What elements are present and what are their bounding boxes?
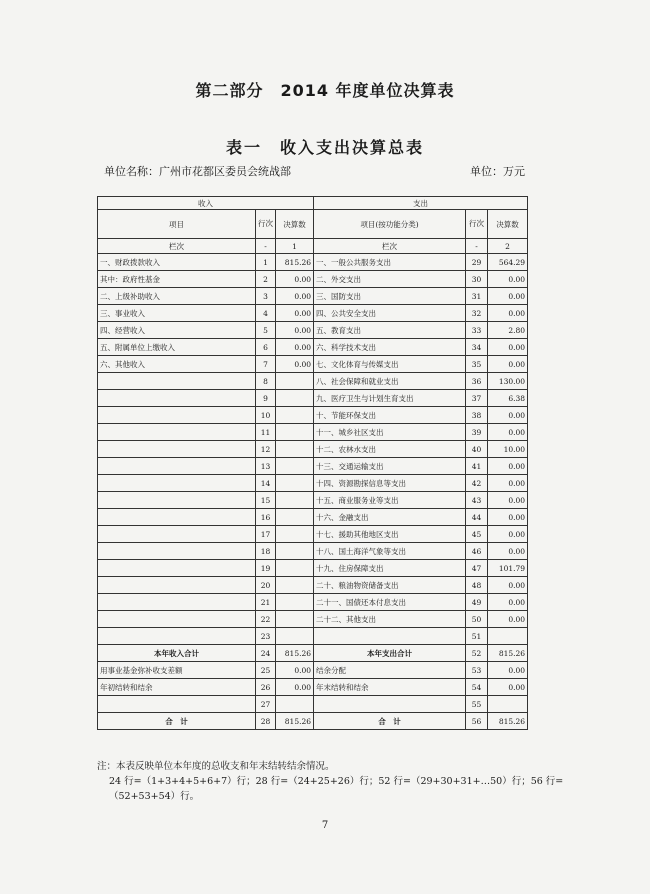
expense-row-number: 44 xyxy=(466,509,488,526)
income-amount: 815.26 xyxy=(276,254,314,271)
column-dash: - xyxy=(256,239,276,254)
column-label: 栏次 xyxy=(98,239,256,254)
column-label: 栏次 xyxy=(314,239,466,254)
expense-row-number: 36 xyxy=(466,373,488,390)
note-line: 24 行=（1+3+4+5+6+7）行；28 行=（24+25+26）行；52 行=（29+30+31+…50）行；56 行= xyxy=(109,776,564,787)
expense-amount: 815.26 xyxy=(488,713,528,730)
expense-amount: 564.29 xyxy=(488,254,528,271)
income-row-number: 20 xyxy=(256,577,276,594)
income-amount: 0.00 xyxy=(276,356,314,373)
table-row xyxy=(98,407,528,424)
table-row xyxy=(98,679,528,696)
expense-row-number: 56 xyxy=(466,713,488,730)
expense-header: 支出 xyxy=(314,197,528,210)
expense-amount: 0.00 xyxy=(488,543,528,560)
income-row-number: 12 xyxy=(256,441,276,458)
income-amount: 815.26 xyxy=(276,645,314,662)
income-item xyxy=(98,475,256,492)
expense-amount: 0.00 xyxy=(488,611,528,628)
currency-unit: 单位：万元 xyxy=(470,165,525,178)
income-header: 收入 xyxy=(98,197,314,210)
income-item xyxy=(98,628,256,645)
expense-amount: 0.00 xyxy=(488,271,528,288)
income-amount xyxy=(276,560,314,577)
table-row xyxy=(98,424,528,441)
expense-amount: 0.00 xyxy=(488,288,528,305)
income-row-number: 3 xyxy=(256,288,276,305)
income-item xyxy=(98,407,256,424)
page-number: 7 xyxy=(321,820,329,831)
income-row-number: 2 xyxy=(256,271,276,288)
income-row-number: 18 xyxy=(256,543,276,560)
income-row-number: 1 xyxy=(256,254,276,271)
expense-item: 结余分配 xyxy=(314,662,466,679)
income-amount xyxy=(276,526,314,543)
income-item: 三、事业收入 xyxy=(98,305,256,322)
income-item: 五、附属单位上缴收入 xyxy=(98,339,256,356)
table-row xyxy=(98,526,528,543)
expense-item: 二十一、国债还本付息支出 xyxy=(314,594,466,611)
income-item: 其中：政府性基金 xyxy=(98,271,256,288)
income-row-number: 17 xyxy=(256,526,276,543)
income-amount: 0.00 xyxy=(276,305,314,322)
income-amount xyxy=(276,441,314,458)
expense-item: 十六、金融支出 xyxy=(314,509,466,526)
expense-row-number: 33 xyxy=(466,322,488,339)
income-amount xyxy=(276,577,314,594)
expense-row-number: 52 xyxy=(466,645,488,662)
table-row xyxy=(98,441,528,458)
income-item xyxy=(98,492,256,509)
income-amount: 815.26 xyxy=(276,713,314,730)
income-rowno-header: 行次 xyxy=(256,210,276,239)
income-amount xyxy=(276,543,314,560)
income-item xyxy=(98,560,256,577)
income-amount: 0.00 xyxy=(276,339,314,356)
table-row xyxy=(98,543,528,560)
table-row xyxy=(98,305,528,322)
expense-amount: 0.00 xyxy=(488,679,528,696)
expense-amount-header: 决算数 xyxy=(488,210,528,239)
income-item: 一、财政拨款收入 xyxy=(98,254,256,271)
note-line: 注：本表反映单位本年度的总收支和年末结转结余情况。 xyxy=(97,761,335,772)
table-row xyxy=(98,322,528,339)
income-row-number: 23 xyxy=(256,628,276,645)
income-item-header: 项目 xyxy=(98,210,256,239)
income-amount xyxy=(276,492,314,509)
income-row-number: 15 xyxy=(256,492,276,509)
income-amount: 0.00 xyxy=(276,271,314,288)
table-row xyxy=(98,458,528,475)
expense-item: 十八、国土海洋气象等支出 xyxy=(314,543,466,560)
expense-row-number: 50 xyxy=(466,611,488,628)
table-title: 表一 收入支出决算总表 xyxy=(225,138,424,157)
expense-item: 四、公共安全支出 xyxy=(314,305,466,322)
expense-row-number: 41 xyxy=(466,458,488,475)
income-item: 用事业基金弥补收支差额 xyxy=(98,662,256,679)
expense-amount: 0.00 xyxy=(488,339,528,356)
expense-item: 合 计 xyxy=(314,713,466,730)
table-row xyxy=(98,373,528,390)
income-row-number: 6 xyxy=(256,339,276,356)
expense-amount: 0.00 xyxy=(488,424,528,441)
expense-row-number: 47 xyxy=(466,560,488,577)
expense-item: 十三、交通运输支出 xyxy=(314,458,466,475)
expense-row-number: 40 xyxy=(466,441,488,458)
expense-item: 十二、农林水支出 xyxy=(314,441,466,458)
column-dash: - xyxy=(466,239,488,254)
expense-amount: 0.00 xyxy=(488,492,528,509)
income-row-number: 10 xyxy=(256,407,276,424)
income-row-number: 14 xyxy=(256,475,276,492)
table-row xyxy=(98,288,528,305)
expense-amount: 101.79 xyxy=(488,560,528,577)
unit-name: 单位名称：广州市花都区委员会统战部 xyxy=(104,165,291,178)
income-amount: 0.00 xyxy=(276,288,314,305)
income-item xyxy=(98,577,256,594)
income-item xyxy=(98,611,256,628)
expense-item: 十七、援助其他地区支出 xyxy=(314,526,466,543)
income-row-number: 27 xyxy=(256,696,276,713)
expense-item xyxy=(314,628,466,645)
income-row-number: 7 xyxy=(256,356,276,373)
income-amount: 0.00 xyxy=(276,662,314,679)
expense-amount: 6.38 xyxy=(488,390,528,407)
income-item xyxy=(98,441,256,458)
table-row xyxy=(98,475,528,492)
income-amount: 0.00 xyxy=(276,679,314,696)
income-expense-table xyxy=(97,196,528,730)
table-row xyxy=(98,611,528,628)
expense-item: 九、医疗卫生与计划生育支出 xyxy=(314,390,466,407)
note-line: （52+53+54）行。 xyxy=(109,791,200,802)
expense-amount: 815.26 xyxy=(488,645,528,662)
expense-row-number: 54 xyxy=(466,679,488,696)
table-row xyxy=(98,390,528,407)
column-number: 2 xyxy=(488,239,528,254)
income-item: 本年收入合计 xyxy=(98,645,256,662)
table-row xyxy=(98,271,528,288)
expense-item: 二十、粮油物资储备支出 xyxy=(314,577,466,594)
income-amount xyxy=(276,594,314,611)
expense-row-number: 32 xyxy=(466,305,488,322)
expense-item: 十一、城乡社区支出 xyxy=(314,424,466,441)
table-row xyxy=(98,662,528,679)
income-row-number: 9 xyxy=(256,390,276,407)
expense-item: 八、社会保障和就业支出 xyxy=(314,373,466,390)
expense-amount: 10.00 xyxy=(488,441,528,458)
expense-row-number: 34 xyxy=(466,339,488,356)
table-row xyxy=(98,713,528,730)
income-row-number: 11 xyxy=(256,424,276,441)
income-item xyxy=(98,696,256,713)
expense-row-number: 30 xyxy=(466,271,488,288)
income-item: 年初结转和结余 xyxy=(98,679,256,696)
expense-amount: 0.00 xyxy=(488,509,528,526)
expense-amount: 0.00 xyxy=(488,356,528,373)
expense-amount: 0.00 xyxy=(488,577,528,594)
expense-row-number: 39 xyxy=(466,424,488,441)
income-row-number: 28 xyxy=(256,713,276,730)
expense-row-number: 43 xyxy=(466,492,488,509)
expense-item-header: 项目(按功能分类) xyxy=(314,210,466,239)
income-row-number: 21 xyxy=(256,594,276,611)
expense-amount: 0.00 xyxy=(488,458,528,475)
income-amount xyxy=(276,628,314,645)
income-row-number: 24 xyxy=(256,645,276,662)
expense-item: 二十二、其他支出 xyxy=(314,611,466,628)
income-amount xyxy=(276,509,314,526)
income-amount xyxy=(276,475,314,492)
expense-row-number: 48 xyxy=(466,577,488,594)
income-amount xyxy=(276,373,314,390)
income-row-number: 19 xyxy=(256,560,276,577)
expense-amount xyxy=(488,696,528,713)
expense-row-number: 35 xyxy=(466,356,488,373)
income-amount xyxy=(276,611,314,628)
income-row-number: 13 xyxy=(256,458,276,475)
table-row xyxy=(98,577,528,594)
income-item: 二、上级补助收入 xyxy=(98,288,256,305)
expense-amount: 130.00 xyxy=(488,373,528,390)
income-amount xyxy=(276,696,314,713)
table-row xyxy=(98,594,528,611)
income-item xyxy=(98,458,256,475)
expense-row-number: 42 xyxy=(466,475,488,492)
income-item: 六、其他收入 xyxy=(98,356,256,373)
income-amount xyxy=(276,424,314,441)
expense-amount: 2.80 xyxy=(488,322,528,339)
expense-amount xyxy=(488,628,528,645)
expense-item: 本年支出合计 xyxy=(314,645,466,662)
expense-rowno-header: 行次 xyxy=(466,210,488,239)
income-item xyxy=(98,594,256,611)
part-title: 第二部分 2014 年度单位决算表 xyxy=(195,81,455,100)
income-row-number: 4 xyxy=(256,305,276,322)
income-item: 合 计 xyxy=(98,713,256,730)
expense-amount: 0.00 xyxy=(488,662,528,679)
income-amount xyxy=(276,390,314,407)
expense-row-number: 53 xyxy=(466,662,488,679)
column-number: 1 xyxy=(276,239,314,254)
expense-item: 三、国防支出 xyxy=(314,288,466,305)
table-row xyxy=(98,560,528,577)
income-item xyxy=(98,509,256,526)
income-item xyxy=(98,390,256,407)
income-row-number: 25 xyxy=(256,662,276,679)
income-amount xyxy=(276,407,314,424)
expense-row-number: 55 xyxy=(466,696,488,713)
income-amount xyxy=(276,458,314,475)
expense-amount: 0.00 xyxy=(488,526,528,543)
expense-item: 七、文化体育与传媒支出 xyxy=(314,356,466,373)
income-amount-header: 决算数 xyxy=(276,210,314,239)
income-row-number: 16 xyxy=(256,509,276,526)
expense-item: 年末结转和结余 xyxy=(314,679,466,696)
expense-amount: 0.00 xyxy=(488,407,528,424)
table-row xyxy=(98,492,528,509)
expense-row-number: 37 xyxy=(466,390,488,407)
income-row-number: 8 xyxy=(256,373,276,390)
expense-item: 十、节能环保支出 xyxy=(314,407,466,424)
expense-item: 五、教育支出 xyxy=(314,322,466,339)
table-row xyxy=(98,509,528,526)
income-row-number: 26 xyxy=(256,679,276,696)
income-row-number: 22 xyxy=(256,611,276,628)
table-row xyxy=(98,645,528,662)
income-item: 四、经营收入 xyxy=(98,322,256,339)
income-item xyxy=(98,526,256,543)
expense-item: 十四、资源勘探信息等支出 xyxy=(314,475,466,492)
table-notes xyxy=(97,759,564,804)
table-row xyxy=(98,339,528,356)
expense-row-number: 49 xyxy=(466,594,488,611)
expense-item: 六、科学技术支出 xyxy=(314,339,466,356)
table-row xyxy=(98,696,528,713)
expense-amount: 0.00 xyxy=(488,475,528,492)
income-item xyxy=(98,424,256,441)
expense-amount: 0.00 xyxy=(488,305,528,322)
expense-row-number: 38 xyxy=(466,407,488,424)
expense-row-number: 45 xyxy=(466,526,488,543)
table-row xyxy=(98,628,528,645)
expense-row-number: 51 xyxy=(466,628,488,645)
expense-item: 一、一般公共服务支出 xyxy=(314,254,466,271)
income-item xyxy=(98,373,256,390)
expense-item: 十五、商业服务业等支出 xyxy=(314,492,466,509)
income-item xyxy=(98,543,256,560)
expense-item: 十九、住房保障支出 xyxy=(314,560,466,577)
table-row xyxy=(98,356,528,373)
expense-row-number: 29 xyxy=(466,254,488,271)
table-row xyxy=(98,254,528,271)
expense-item xyxy=(314,696,466,713)
income-row-number: 5 xyxy=(256,322,276,339)
expense-row-number: 46 xyxy=(466,543,488,560)
expense-item: 二、外交支出 xyxy=(314,271,466,288)
expense-amount: 0.00 xyxy=(488,594,528,611)
expense-row-number: 31 xyxy=(466,288,488,305)
income-amount: 0.00 xyxy=(276,322,314,339)
